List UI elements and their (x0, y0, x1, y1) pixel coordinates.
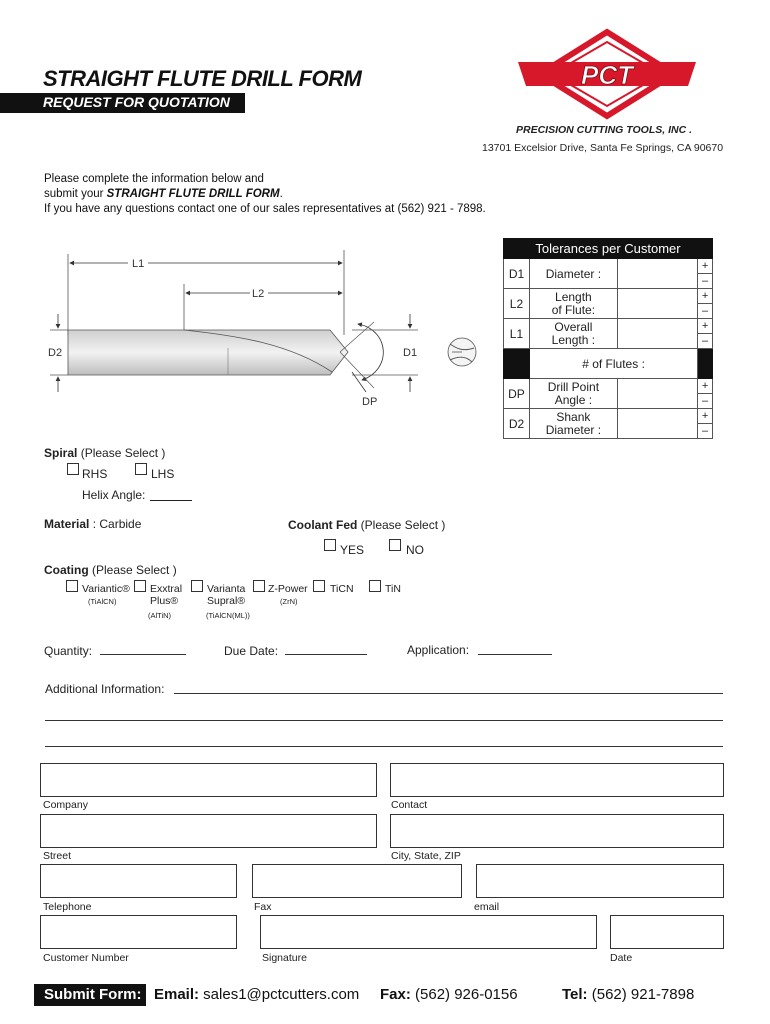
coating-label: Coating (44, 563, 89, 577)
coolant-no-label: NO (406, 543, 424, 557)
fax-label: Fax (254, 901, 272, 913)
zpower-checkbox[interactable] (253, 580, 265, 592)
intro-line-2 (44, 187, 486, 202)
variantic-checkbox[interactable] (66, 580, 78, 592)
material-value: : Carbide (89, 517, 142, 531)
footer-email-value: sales1@pctcutters.com (199, 986, 360, 1003)
footer-fax-label: Fax: (380, 986, 411, 1003)
tol-label-l2-line1: Length (555, 289, 592, 304)
zpower-sub: (ZrN) (280, 597, 298, 606)
street-field[interactable] (40, 814, 377, 848)
tolerances-header: Tolerances per Customer (504, 239, 713, 259)
due-date-label: Due Date: (224, 644, 279, 658)
lhs-checkbox[interactable] (135, 463, 147, 475)
spiral-hint: (Please Select ) (77, 446, 166, 460)
intro-line-1: Please complete the information below and (44, 173, 264, 185)
email-label: email (474, 901, 500, 913)
tol-label-dp (529, 379, 617, 409)
tol-label-l1-line2: Length : (551, 332, 596, 347)
exxtral-sub: (AlTiN) (148, 611, 172, 620)
tol-code-d1: D1 (504, 259, 530, 289)
tol-label-d1: Diameter : (529, 259, 617, 289)
l2-label: L2 (252, 288, 265, 300)
date-field[interactable] (610, 915, 724, 949)
d2-label: D2 (48, 347, 63, 359)
dp-label: DP (362, 396, 378, 408)
exxtral-line2: Plus® (150, 595, 179, 607)
footer-email[interactable] (154, 986, 359, 1003)
telephone-label: Telephone (43, 901, 92, 913)
form-subtitle: REQUEST FOR QUOTATION (43, 94, 230, 110)
footer-tel (562, 986, 694, 1003)
additional-info-line-1[interactable] (174, 693, 723, 694)
tolerances-table (503, 238, 713, 439)
d1-label: D1 (403, 347, 418, 359)
footer-tel-label: Tel: (562, 986, 588, 1003)
tol-plus-l1: + (698, 319, 713, 334)
fax-field[interactable] (252, 864, 462, 898)
tol-value-dp[interactable] (617, 379, 697, 409)
variantic-label: Variantic® (82, 583, 130, 595)
tol-label-d2-line1: Shank (556, 409, 591, 424)
tol-value-l2[interactable] (617, 289, 697, 319)
tol-plus-dp: + (698, 379, 713, 394)
tol-label-flutes: # of Flutes : (529, 349, 697, 379)
tol-minus-d1: – (698, 274, 713, 289)
company-label: Company (43, 799, 88, 811)
tol-flutes-blank (698, 349, 713, 379)
tol-label-d2-line2: Diameter : (545, 422, 602, 437)
intro-line-2-prefix: submit your (44, 188, 107, 200)
quantity-label: Quantity: (44, 644, 93, 658)
tol-minus-l1: – (698, 334, 713, 349)
tol-label-dp-line1: Drill Point (547, 379, 600, 394)
application-label: Application: (407, 643, 470, 657)
customer-number-field[interactable] (40, 915, 237, 949)
additional-info-line-2[interactable] (45, 720, 723, 721)
city-field[interactable] (390, 814, 724, 848)
tol-plus-d1: + (698, 259, 713, 274)
tol-value-d1[interactable] (617, 259, 697, 289)
tol-code-l1: L1 (504, 319, 530, 349)
tol-value-d2[interactable] (617, 409, 697, 439)
submit-form-label: Submit Form: (44, 986, 142, 1003)
tol-minus-d2: – (698, 424, 713, 439)
spiral-label: Spiral (44, 446, 78, 460)
tol-label-dp-line2: Angle : (554, 392, 593, 407)
contact-label: Contact (391, 799, 428, 811)
drill-diagram (40, 240, 480, 420)
rhs-label: RHS (82, 467, 108, 481)
tol-minus-dp: – (698, 394, 713, 409)
tol-label-l1 (529, 319, 617, 349)
coolant-label: Coolant Fed (288, 518, 358, 532)
company-address: 13701 Excelsior Drive, Santa Fe Springs, CA 90670 (482, 142, 724, 154)
footer (0, 982, 770, 1008)
drill-body (68, 330, 348, 375)
ticn-checkbox[interactable] (313, 580, 325, 592)
footer-fax (380, 986, 518, 1003)
coolant-section (288, 518, 445, 532)
footer-fax-value: (562) 926-0156 (410, 986, 518, 1003)
intro-text (44, 172, 486, 217)
coolant-no-checkbox[interactable] (389, 539, 401, 551)
tol-minus-l2: – (698, 304, 713, 319)
email-field[interactable] (476, 864, 724, 898)
material-section (44, 517, 141, 531)
tol-label-l2 (529, 289, 617, 319)
due-date-field[interactable] (285, 654, 367, 655)
tol-label-d2 (529, 409, 617, 439)
additional-info-line-3[interactable] (45, 746, 723, 747)
coolant-yes-label: YES (340, 543, 365, 557)
intro-form-name: STRAIGHT FLUTE DRILL FORM (106, 188, 280, 200)
supral-sub: (TiAlCN(ML)) (206, 611, 250, 620)
street-label: Street (43, 850, 72, 862)
footer-email-label: Email: (154, 986, 200, 1003)
supral-line1: Varianta (207, 583, 246, 595)
exxtral-line1: Exxtral (150, 583, 183, 595)
material-label: Material (44, 517, 90, 531)
company-field[interactable] (40, 763, 377, 797)
coating-section (44, 563, 177, 577)
tol-plus-d2: + (698, 409, 713, 424)
tol-value-l1[interactable] (617, 319, 697, 349)
zpower-label: Z-Power (268, 583, 308, 595)
tol-label-l2-line2: of Flute: (551, 302, 596, 317)
contact-field[interactable] (390, 763, 724, 797)
city-label: City, State, ZIP (391, 850, 461, 862)
exxtral-label (150, 583, 182, 607)
ticn-label: TiCN (330, 583, 354, 595)
form-title: STRAIGHT FLUTE DRILL FORM (43, 66, 362, 91)
supral-label (207, 583, 245, 607)
additional-info-label: Additional Information: (45, 682, 165, 696)
exxtral-checkbox[interactable] (134, 580, 146, 592)
supral-checkbox[interactable] (191, 580, 203, 592)
coating-hint: (Please Select ) (88, 563, 177, 577)
tol-code-flutes (504, 349, 530, 379)
application-field[interactable] (478, 654, 552, 655)
telephone-field[interactable] (40, 864, 237, 898)
tin-checkbox[interactable] (369, 580, 381, 592)
tol-code-l2: L2 (504, 289, 530, 319)
pct-logo (512, 28, 702, 120)
subtitle-bar (0, 93, 245, 113)
signature-label: Signature (262, 952, 307, 964)
submit-form-badge (34, 984, 146, 1006)
supral-line2: Supral® (207, 595, 246, 607)
l1-label: L1 (132, 258, 145, 270)
footer-tel-value: (562) 921-7898 (587, 986, 695, 1003)
rhs-checkbox[interactable] (67, 463, 79, 475)
tol-plus-l2: + (698, 289, 713, 304)
helix-angle-field[interactable] (150, 486, 192, 501)
tol-code-d2: D2 (504, 409, 530, 439)
coolant-hint: (Please Select ) (357, 518, 446, 532)
variantic-sub: (TiAlCN) (88, 597, 117, 606)
spiral-section (44, 446, 165, 460)
coolant-yes-checkbox[interactable] (324, 539, 336, 551)
intro-line-3: If you have any questions contact one of our sales representatives at (562) 921 - 7898. (44, 203, 486, 215)
tin-label: TiN (385, 583, 401, 595)
quantity-field[interactable] (100, 654, 186, 655)
signature-field[interactable] (260, 915, 597, 949)
date-label: Date (610, 952, 633, 964)
logo-text: PCT (581, 60, 633, 90)
lhs-label: LHS (151, 467, 175, 481)
intro-line-2-suffix: . (279, 188, 283, 200)
tol-code-dp: DP (504, 379, 530, 409)
tol-label-l1-line1: Overall (554, 319, 593, 334)
customer-number-label: Customer Number (43, 952, 129, 964)
helix-angle-label: Helix Angle: (82, 488, 146, 502)
company-name: PRECISION CUTTING TOOLS, INC . (516, 124, 692, 136)
